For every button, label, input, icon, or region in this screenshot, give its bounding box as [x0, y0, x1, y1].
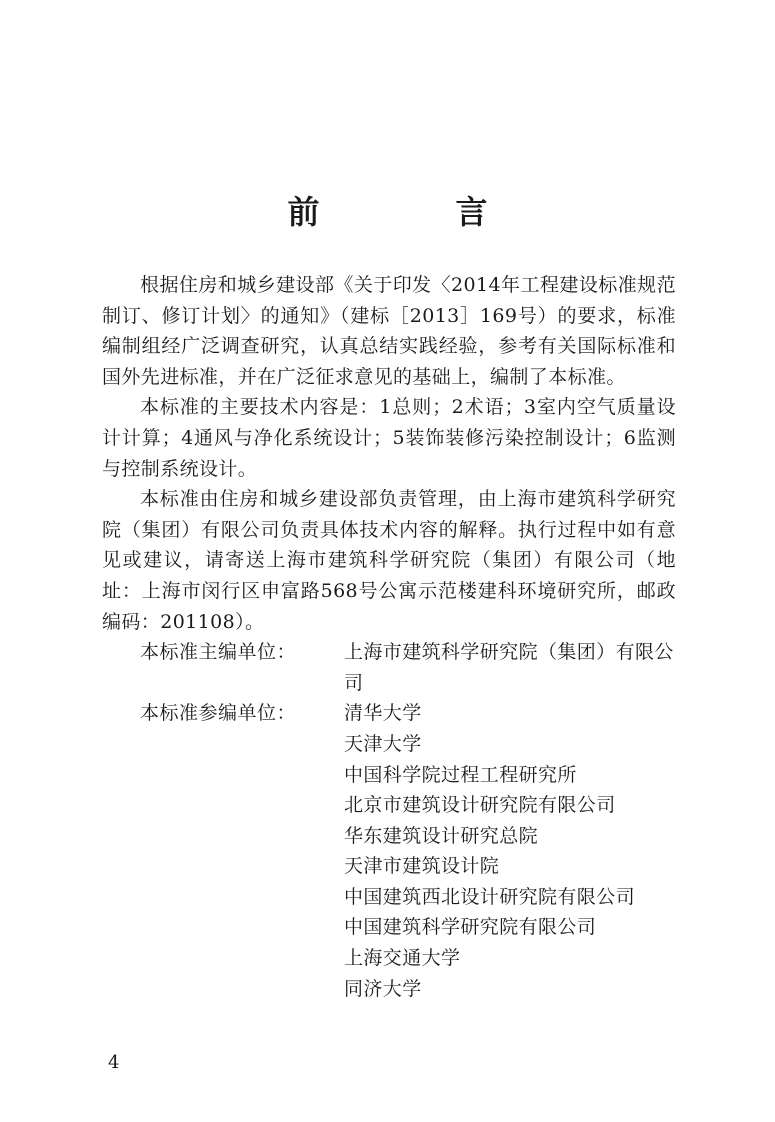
participating-unit-name: 天津大学 — [344, 732, 422, 755]
page-title: 前 言 — [287, 193, 540, 231]
participating-unit-list — [344, 698, 676, 1004]
participating-unit-label: 本标准参编单位： — [140, 702, 297, 725]
participating-unit-name: 清华大学 — [344, 702, 422, 725]
participating-unit-name: 上海交通大学 — [344, 947, 461, 970]
chief-unit-section — [102, 637, 676, 698]
paragraph-background: 根据住房和城乡建设部《关于印发〈2014年工程建设标准规范制订、修订计划〉的通知》（建标［2013］169号）的要求，标准编制组经广泛调查研究，认真总结实践经验，参考有关国际标准和国外先进标准，并在广泛征求意见的基础上，编制了本标准。 — [102, 274, 676, 388]
participating-unit-name: 北京市建筑设计研究院有限公司 — [344, 794, 616, 817]
participating-unit-name: 天津市建筑设计院 — [344, 855, 500, 878]
paragraph-management: 本标准由住房和城乡建设部负责管理，由上海市建筑科学研究院（集团）有限公司负责具体技术内容的解释。执行过程中如有意见或建议，请寄送上海市建筑科学研究院（集团）有限公司（地址：上海市闵行区申富路568号公寓示范楼建科环境研究所，邮政编码：201108）。 — [102, 488, 676, 633]
foreword-body — [102, 270, 676, 1004]
chief-unit-name: 上海市建筑科学研究院（集团）有限公司 — [344, 641, 674, 694]
participating-unit-name: 同济大学 — [344, 977, 422, 1000]
participating-unit-section — [102, 698, 676, 1004]
paragraph-technical-content: 本标准的主要技术内容是：1总则；2术语；3室内空气质量设计计算；4通风与净化系统设计；5装饰装修污染控制设计；6监测与控制系统设计。 — [102, 396, 676, 480]
participating-unit-name: 中国建筑西北设计研究院有限公司 — [344, 885, 636, 908]
participating-unit-name: 中国科学院过程工程研究所 — [344, 763, 577, 786]
chief-unit-label: 本标准主编单位： — [140, 641, 297, 664]
page-number: 4 — [108, 1052, 120, 1073]
participating-unit-name: 华东建筑设计研究总院 — [344, 824, 539, 847]
participating-unit-name: 中国建筑科学研究院有限公司 — [344, 916, 597, 939]
chief-unit-list — [344, 637, 676, 698]
